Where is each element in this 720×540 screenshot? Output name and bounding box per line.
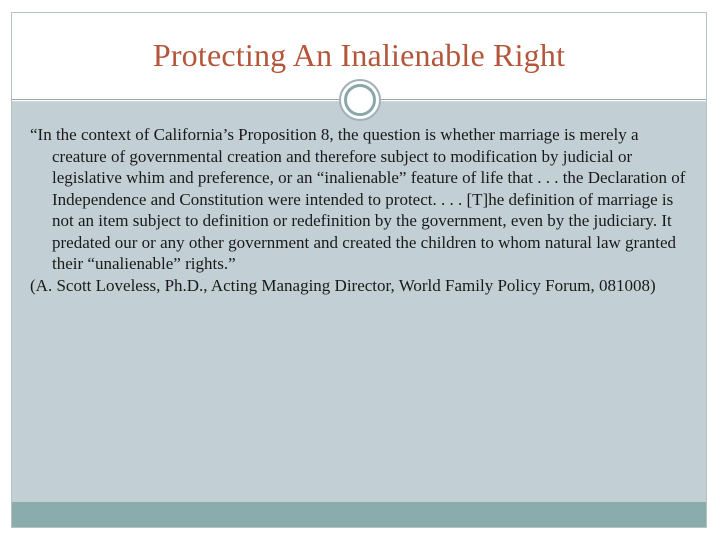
circle-ring-inner: [344, 84, 376, 116]
slide-title: Protecting An Inalienable Right: [152, 37, 566, 73]
quote-paragraph: “In the context of California’s Proposition 8, the question is whether marriage is merely a creature of governmental creation and therefore subject to modification by judicial or legislative whim and preference, or an “inalienable” feature of life that . . . the Declaration of Independence and Constitution were intended to protect. . . . [T]he definition of marriage is not an item subject to definition or redefinition by the government, even by the judiciary. It predated our or any other government and created the children to whom natural law granted their “unalienable” rights.”: [30, 125, 686, 273]
footer-bar: [12, 502, 706, 527]
slide-body: [30, 124, 690, 296]
attribution-paragraph: (A. Scott Loveless, Ph.D., Acting Managing Director, World Family Policy Forum, 081008): [30, 275, 656, 295]
circle-ring-icon: [339, 79, 381, 121]
